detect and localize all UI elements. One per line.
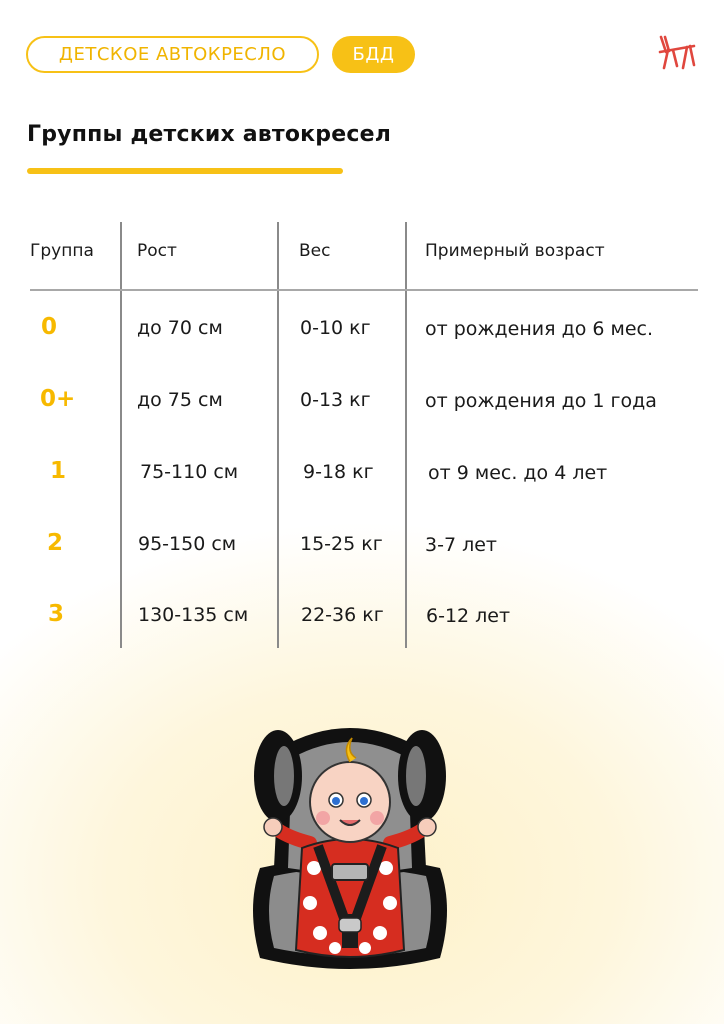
column-divider <box>405 222 407 648</box>
weight-cell: 0-10 кг <box>300 317 371 339</box>
column-header-weight: Вес <box>299 241 331 261</box>
height-cell: 75-110 см <box>140 461 239 483</box>
group-number: 3 <box>48 601 65 627</box>
age-cell: 6-12 лет <box>426 605 511 627</box>
column-header-height: Рост <box>137 241 177 261</box>
height-cell: до 75 см <box>137 389 223 411</box>
column-divider <box>277 222 279 648</box>
group-number: 0+ <box>40 386 76 412</box>
weight-cell: 0-13 кг <box>300 389 371 411</box>
column-header-age: Примерный возраст <box>425 241 605 261</box>
chair-icon <box>656 34 698 72</box>
height-cell: до 70 см <box>137 317 223 339</box>
page-title: Группы детских автокресел <box>27 122 392 147</box>
column-header-group: Группа <box>30 241 94 261</box>
category-tag[interactable]: ДЕТСКОЕ АВТОКРЕСЛО <box>26 36 319 73</box>
age-cell: от 9 мес. до 4 лет <box>428 462 608 484</box>
weight-cell: 15-25 кг <box>300 533 383 555</box>
header-divider <box>30 289 698 291</box>
baby-in-car-seat-icon <box>240 718 460 973</box>
age-cell: от рождения до 6 мес. <box>425 318 654 340</box>
section-tag[interactable]: БДД <box>332 36 415 73</box>
title-underline <box>27 168 343 174</box>
group-number: 2 <box>47 530 64 556</box>
height-cell: 130-135 см <box>138 604 249 626</box>
group-number: 1 <box>50 458 67 484</box>
weight-cell: 9-18 кг <box>303 461 374 483</box>
age-cell: 3-7 лет <box>425 534 497 556</box>
age-cell: от рождения до 1 года <box>425 390 657 412</box>
group-number: 0 <box>41 314 58 340</box>
column-divider <box>120 222 122 648</box>
height-cell: 95-150 см <box>138 533 237 555</box>
weight-cell: 22-36 кг <box>301 604 384 626</box>
